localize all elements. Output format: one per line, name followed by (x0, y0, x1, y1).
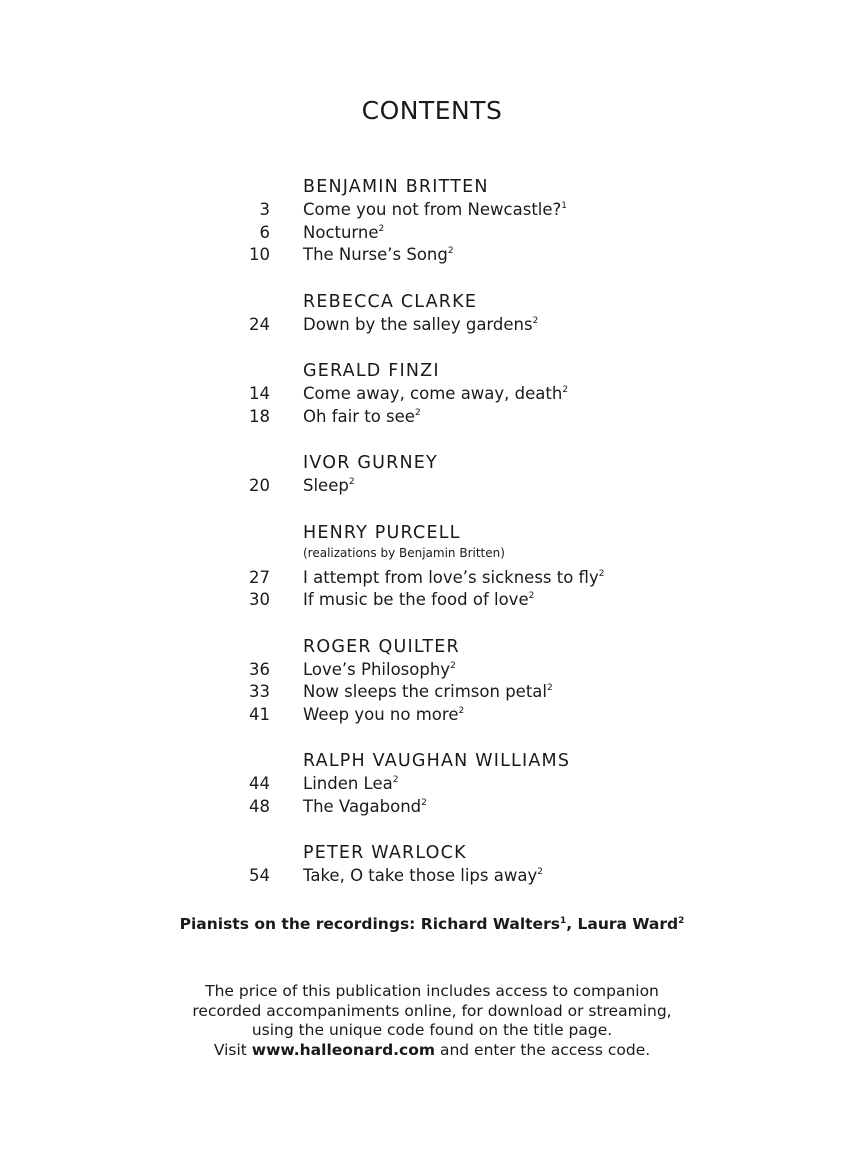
song-title (303, 383, 568, 406)
pianist-name: Laura Ward (577, 915, 679, 933)
page-number: 44 (249, 774, 270, 793)
song-title (303, 659, 456, 682)
composer-name: GERALD FINZI (303, 361, 440, 381)
pianist-name: Richard Walters (420, 915, 560, 933)
access-info-line (0, 1041, 864, 1061)
composer-section (240, 841, 740, 888)
toc-entry[interactable] (240, 383, 740, 406)
page-number: 41 (249, 704, 270, 724)
footnote-marker: 2 (458, 705, 465, 716)
song-title (303, 244, 454, 267)
song-title-text: Now sleeps the crimson petal (303, 682, 547, 701)
footnote-marker: 2 (537, 867, 543, 877)
song-title (303, 681, 553, 704)
footnote-marker: 2 (392, 775, 399, 785)
footnote-marker: 1 (559, 916, 567, 926)
song-title (303, 406, 421, 429)
composer-name: REBECCA CLARKE (303, 291, 478, 312)
access-info-line: using the unique code found on the title page. (251, 1021, 613, 1040)
footnote-marker: 2 (378, 223, 385, 234)
composer-section (240, 451, 740, 498)
song-title (303, 314, 538, 337)
song-title (303, 199, 567, 222)
composer-section (240, 521, 740, 612)
song-title (303, 475, 355, 498)
access-info (0, 982, 864, 1061)
composer-name: RALPH VAUGHAN WILLIAMS (303, 751, 571, 771)
toc-entry[interactable] (240, 704, 740, 727)
toc-entry[interactable] (240, 567, 740, 590)
composer-section (240, 175, 740, 267)
footnote-marker: 2 (450, 660, 456, 671)
footnote-marker: 2 (562, 385, 569, 395)
song-title-text: Oh fair to see (303, 406, 415, 426)
footnote-marker: 2 (528, 591, 535, 601)
song-title-text: I attempt from love’s sickness to fly (303, 567, 599, 587)
footnote-marker: 2 (348, 477, 355, 487)
composer-name: BENJAMIN BRITTEN (303, 177, 489, 197)
song-title (303, 865, 543, 888)
song-title (303, 773, 398, 796)
footnote-marker: 2 (532, 315, 539, 326)
song-title (303, 567, 604, 590)
pianists-label: Pianists on the recordings: (179, 915, 421, 933)
toc-entry[interactable] (240, 681, 740, 704)
text: Visit (213, 1041, 252, 1060)
song-title-text: Come you not from Newcastle? (303, 200, 562, 219)
song-title-text: Love’s Philosophy (303, 659, 451, 679)
toc-entry[interactable] (240, 244, 740, 267)
page-number: 36 (249, 659, 270, 679)
page-number: 48 (249, 796, 270, 816)
toc-entry[interactable] (240, 796, 740, 819)
song-title (303, 222, 384, 245)
footnote-marker: 2 (447, 246, 454, 256)
table-of-contents (240, 175, 740, 911)
pianists-credit (0, 915, 864, 933)
website-link[interactable]: www.halleonard.com (251, 1041, 436, 1060)
page-number: 20 (249, 476, 270, 495)
song-title-text: Take, O take those lips away (303, 866, 538, 885)
page-number: 18 (249, 406, 270, 426)
composer-name: HENRY PURCELL (303, 522, 461, 543)
access-info-line: recorded accompaniments online, for download or streaming, (192, 1001, 672, 1020)
composer-section (240, 359, 740, 428)
toc-entry[interactable] (240, 314, 740, 337)
page-number: 3 (259, 200, 270, 219)
toc-entry[interactable] (240, 589, 740, 612)
song-title (303, 589, 534, 612)
access-info-line: The price of this publication includes access to companion (205, 982, 659, 1000)
song-title-text: If music be the food of love (303, 590, 529, 609)
composer-name: PETER WARLOCK (303, 843, 467, 863)
toc-entry[interactable] (240, 222, 740, 245)
composer-note: (realizations by Benjamin Britten) (303, 545, 505, 560)
toc-entry[interactable] (240, 773, 740, 796)
page-number: 24 (249, 314, 270, 334)
song-title-text: The Vagabond (303, 796, 422, 816)
footnote-marker: 1 (561, 201, 568, 211)
page-number: 27 (249, 567, 270, 587)
toc-entry[interactable] (240, 865, 740, 888)
toc-entry[interactable] (240, 406, 740, 429)
song-title-text: Down by the salley gardens (303, 314, 533, 334)
footnote-marker: 2 (678, 916, 685, 926)
song-title-text: Nocturne (303, 222, 379, 242)
composer-name: IVOR GURNEY (303, 453, 438, 473)
song-title-text: Weep you no more (303, 704, 459, 724)
composer-section (240, 635, 740, 727)
separator: , (566, 915, 578, 933)
page-number: 14 (249, 384, 270, 403)
composer-section (240, 749, 740, 818)
footnote-marker: 2 (598, 568, 605, 579)
toc-entry[interactable] (240, 659, 740, 682)
composer-section (240, 290, 740, 337)
footnote-marker: 2 (421, 797, 427, 808)
song-title-text: Sleep (303, 476, 349, 495)
page-title: CONTENTS (361, 96, 503, 125)
song-title (303, 796, 427, 819)
page-number: 10 (249, 245, 270, 264)
footnote-marker: 2 (547, 683, 553, 693)
footnote-marker: 2 (414, 407, 421, 418)
page-number: 30 (249, 590, 270, 609)
text: and enter the access code. (435, 1041, 651, 1060)
song-title-text: Come away, come away, death (303, 384, 563, 403)
toc-entry[interactable] (240, 199, 740, 222)
page-number: 33 (249, 682, 270, 701)
song-title (303, 704, 464, 727)
toc-entry[interactable] (240, 475, 740, 498)
song-title-text: Linden Lea (303, 774, 393, 793)
page-number: 54 (249, 866, 270, 885)
composer-name: ROGER QUILTER (303, 636, 460, 657)
song-title-text: The Nurse’s Song (303, 245, 448, 264)
page-number: 6 (259, 222, 270, 242)
